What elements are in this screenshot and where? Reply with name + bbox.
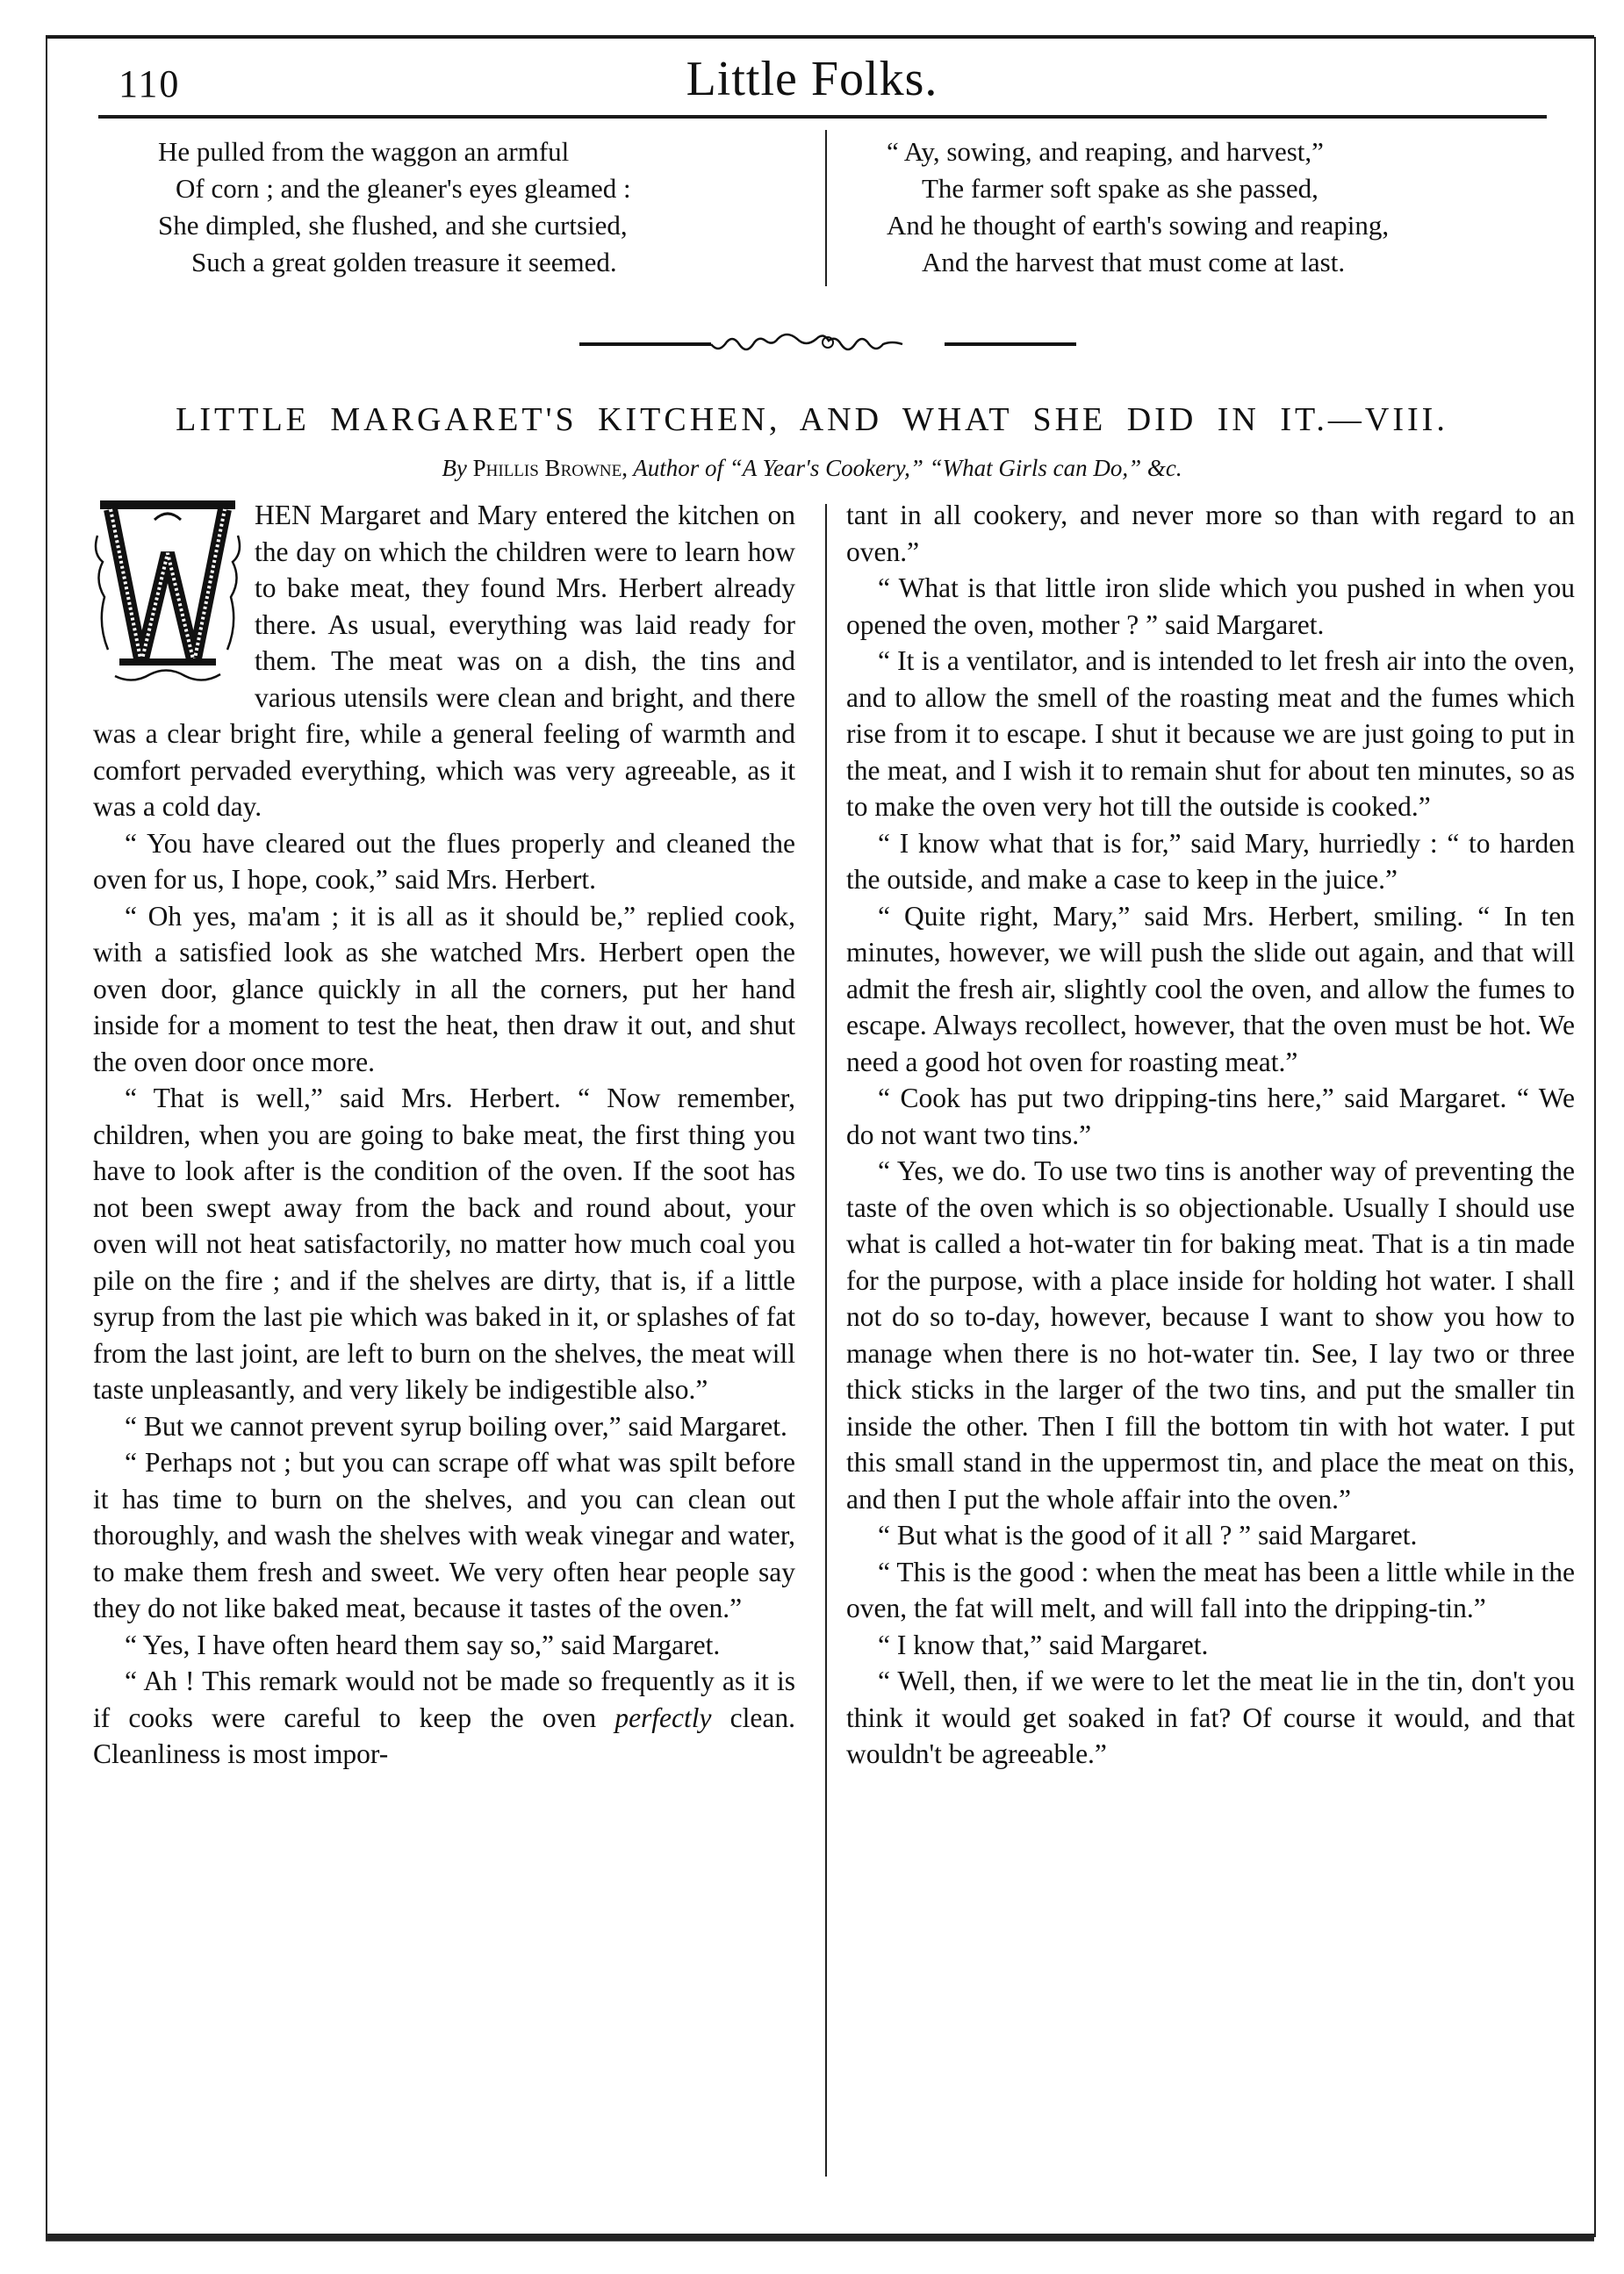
article-title: LITTLE MARGARET'S KITCHEN, AND WHAT SHE DID IN IT.—VIII. <box>176 401 1448 438</box>
paragraph: “ Yes, I have often heard them say so,” said Margaret. <box>125 1629 721 1660</box>
paragraph: “ But we cannot prevent syrup boiling over,” said Margaret. <box>125 1410 787 1442</box>
paragraph-text: “ Ah ! This remark would not be made so frequently as it is if cooks were careful to keep the oven <box>93 1666 795 1733</box>
paragraph: “ Well, then, if we were to let the meat lie in the tin, don't you think it would get soaked in fat? Of course it would, and that wouldn't be agreeable.” <box>846 1666 1575 1769</box>
byline-credits: Author of “A Year's Cookery,” “What Girls can Do,” &c. <box>633 455 1182 481</box>
paragraph: tant in all cookery, and never more so than with regard to an oven.” <box>846 500 1575 567</box>
frame-top-rule <box>46 35 1594 39</box>
paragraph: “ Perhaps not ; but you can scrape off what was spilt before it has time to burn on the shelves, and you can clean out thoroughly, and wash the shelves with weak vinegar and water, to make them fresh and sweet. We very often hear people say they do not like baked meat, because it tastes of the oven.” <box>93 1447 795 1623</box>
byline-by: By <box>442 455 467 481</box>
page-number: 110 <box>119 62 181 105</box>
paragraph: “ Quite right, Mary,” said Mrs. Herbert, smiling. “ In ten minutes, however, we will push the slide out again, and that will admit the fresh air, slightly cool the oven, and allow the fumes to escape. Always recollect, however, that the oven must be hot. We need a good hot oven for roasting meat.” <box>846 900 1575 1077</box>
paragraph <box>93 497 795 825</box>
poem-line: And the harvest that must come at last. <box>922 247 1346 277</box>
poem-stanza-left <box>158 133 808 281</box>
decorated-initial-w-icon <box>93 500 242 685</box>
paragraph: “ What is that little iron slide which you pushed in when you opened the oven, mother ? ” said Margaret. <box>846 572 1575 640</box>
running-title: Little Folks. <box>686 52 938 106</box>
paragraph: “ This is the good : when the meat has been a little while in the oven, the fat will melt, and will fall into the dripping-tin.” <box>846 1556 1575 1623</box>
paragraph: “ You have cleared out the flues properly and cleaned the oven for us, I hope, cook,” said Mrs. Herbert. <box>93 827 795 895</box>
ornamental-divider-icon <box>579 332 1076 356</box>
frame-bottom-rule <box>46 2234 1594 2241</box>
poem-line: Of corn ; and the gleaner's eyes gleamed : <box>176 173 631 204</box>
poem-column-divider <box>825 130 827 286</box>
emphasis-text: perfectly <box>614 1702 712 1733</box>
poem-line: He pulled from the waggon an armful <box>158 136 570 167</box>
column-divider <box>825 504 827 2177</box>
paragraph: “ It is a ventilator, and is intended to let fresh air into the oven, and to allow the smell of the roasting meat and the fumes which rise from it to escape. I shut it because we are just going to put in the meat, and I wish it to remain shut for about ten minutes, so as to make the oven very hot till the outside is cooked.” <box>846 645 1575 822</box>
byline <box>0 455 1624 482</box>
poem-line: “ Ay, sowing, and reaping, and harvest,” <box>887 136 1324 167</box>
poem-line: Such a great golden treasure it seemed. <box>191 247 617 277</box>
poem-stanza-right <box>887 133 1563 281</box>
article-column-left <box>93 497 795 1773</box>
paragraph: “ That is well,” said Mrs. Herbert. “ Now remember, children, when you are going to bake meat, the first thing you have to look after is the condition of the oven. If the soot has not been swept away from the back and round about, your oven will not heat satisfactorily, no matter how much coal you pile on the fire ; and if the shelves are dirty, that is, if a little syrup from the last pie which was baked in it, or splashes of fat from the last joint, are left to burn on the shelves, the meat will taste unpleasantly, and very likely be indigestible also.” <box>93 1083 795 1405</box>
paragraph: “ I know what that is for,” said Mary, hurriedly : “ to harden the outside, and make a case to keep in the juice.” <box>846 827 1575 895</box>
paragraph: “ Yes, we do. To use two tins is another way of preventing the taste of the oven which is so objectionable. Usually I should use what is called a hot-water tin for baking meat. That is a tin made for the purpose, with a place inside for holding hot water. I shall not do so to-day, however, because I want to show you how to manage when there is no hot-water tin. See, I lay two or three thick sticks in the larger of the two tins, and put the smaller tin inside the other. Then I fill the bottom tin with hot water. I put this small stand in the uppermost tin, and place the meat on this, and then I put the whole affair into the oven.” <box>846 1155 1575 1515</box>
paragraph: “ I know that,” said Margaret. <box>878 1629 1209 1660</box>
paragraph-text: clean. Cleanliness is most impor- <box>93 1702 795 1769</box>
paragraph: “ Oh yes, ma'am ; it is all as it should be,” replied cook, with a satisfied look as she watched Mrs. Herbert open the oven door, glance quickly in all the corners, put her hand inside for a moment to test the heat, then draw it out, and shut the oven door once more. <box>93 900 795 1077</box>
paragraph: “ But what is the good of it all ? ” said Margaret. <box>878 1520 1418 1551</box>
paragraph: “ Cook has put two dripping-tins here,” said Margaret. “ We do not want two tins.” <box>846 1083 1575 1150</box>
byline-author: Phillis Browne, <box>472 455 628 481</box>
article-column-right <box>846 497 1575 1773</box>
poem-line: And he thought of earth's sowing and reaping, <box>887 210 1390 241</box>
header-rule <box>98 115 1547 119</box>
poem-line: She dimpled, she flushed, and she curtsied, <box>158 210 628 241</box>
paragraph-text: HEN Margaret and Mary entered the kitchen on the day on which the children were to learn how to bake meat, they found Mrs. Herbert already there. As usual, everything was laid ready for them. The meat was on a dish, the tins and various utensils were clean and bright, and there was a clear bright fire, while a general feeling of warmth and comfort pervaded everything, which was very agreeable, as it was a cold day. <box>93 500 795 822</box>
paragraph <box>93 1663 795 1773</box>
poem-line: The farmer soft spake as she passed, <box>922 173 1319 204</box>
